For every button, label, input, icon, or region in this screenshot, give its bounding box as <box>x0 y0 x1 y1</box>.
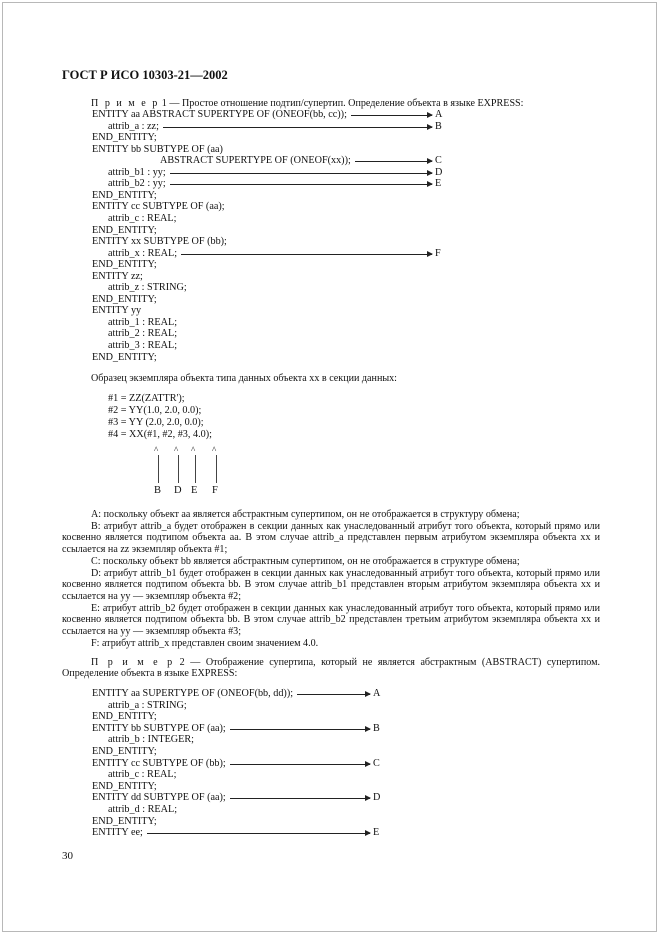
instance-intro: Образец экземпляра объекта типа данных объекта xx в секции данных: <box>91 373 397 384</box>
code-line: END_ENTITY; <box>92 746 157 757</box>
code-line: attrib_b1 : yy; <box>108 166 166 178</box>
code-line: attrib_z : STRING; <box>108 282 187 294</box>
code-line: END_ENTITY; <box>92 293 157 305</box>
arrow-target-label: D <box>435 166 443 178</box>
arrow-target-label: E <box>373 827 380 839</box>
code-line: END_ENTITY; <box>92 815 157 827</box>
up-arrow-icon: ^ <box>174 445 179 455</box>
pointer-line <box>178 455 179 483</box>
arrow-target-label: D <box>373 792 381 804</box>
example2-title <box>62 657 600 680</box>
arrow-right-icon <box>355 161 432 162</box>
pointer-line <box>195 455 196 483</box>
code-line: ABSTRACT SUPERTYPE OF (ONEOF(xx)); <box>160 155 351 167</box>
code-line: ENTITY cc SUBTYPE OF (aa); <box>92 201 225 213</box>
arrow-target-label: A <box>373 688 381 699</box>
arrow-target-label: B <box>373 722 380 734</box>
example1-title-text: 1 — Простое отношение подтип/супертип. Определение объекта в языке EXPRESS: <box>159 98 524 109</box>
pointer-label-f: F <box>212 485 218 496</box>
code-line: attrib_3 : REAL; <box>108 340 178 351</box>
up-arrow-icon: ^ <box>191 445 196 455</box>
arrow-right-icon <box>351 115 432 116</box>
code-line: attrib_b2 : yy; <box>108 178 166 190</box>
code-line: attrib_x : REAL; <box>108 247 178 259</box>
pointer-label-b: B <box>154 485 162 496</box>
up-arrow-icon: ^ <box>154 445 159 455</box>
arrow-target-label: C <box>435 155 442 167</box>
code-line: END_ENTITY; <box>92 189 157 201</box>
pointer-line <box>216 455 217 483</box>
code-line: ENTITY aa SUPERTYPE OF (ONEOF(bb, dd)); <box>92 688 294 699</box>
instance-line: #2 = YY(1.0, 2.0, 0.0); <box>108 405 202 416</box>
code-line: ENTITY xx SUBTYPE OF (bb); <box>92 236 227 248</box>
instance-line: #4 = XX(#1, #2, #3, 4.0); <box>108 429 212 440</box>
pointer-line <box>158 455 159 483</box>
code-line: ENTITY bb SUBTYPE OF (aa) <box>92 143 223 155</box>
explanation-e: E: атрибут attrib_b2 будет отображен в секции данных как унаследованный атрибут того объекта, который прямо или косвенно является подтипом объекта bb. В этом случае attrib_b2 представлен третьим атрибутом экземпляра объекта xx и ссылается на yy — экземпляр объекта #3; <box>62 603 600 637</box>
code-line: END_ENTITY; <box>92 132 157 144</box>
explanation-d: D: атрибут attrib_b1 будет отображен в секции данных как унаследованный атрибут того объекта, который прямо или косвенно является подтипом объекта bb. В этом случае attrib_b1 представлен вторым атрибутом экземпляра объекта xx и ссылается на yy — экземпляр объекта #2; <box>62 568 600 602</box>
example2-prefix: П р и м е р <box>91 657 175 668</box>
code-line: attrib_c : REAL; <box>108 769 177 781</box>
code-line: END_ENTITY; <box>92 711 157 723</box>
code-line: ENTITY zz; <box>92 270 143 282</box>
code-line: attrib_2 : REAL; <box>108 328 178 340</box>
instance-line: #1 = ZZ(ZATTR'); <box>108 393 185 404</box>
pointer-label-d: D <box>174 485 182 496</box>
arrow-target-label: B <box>435 120 442 132</box>
code-line: attrib_c : REAL; <box>108 212 177 224</box>
code-line: ENTITY dd SUBTYPE OF (aa); <box>92 792 226 804</box>
arrow-target-label: A <box>435 109 443 120</box>
explanation-c: C: поскольку объект bb является абстрактным супертипом, он не отображается в структуре обмена; <box>91 556 520 567</box>
instance-line: #3 = YY (2.0, 2.0, 0.0); <box>108 417 204 428</box>
arrow-right-icon <box>230 764 370 765</box>
code-line: END_ENTITY; <box>92 351 157 363</box>
arrow-right-icon <box>230 729 370 730</box>
arrow-right-icon <box>181 254 432 255</box>
example1-prefix: П р и м е р <box>91 98 160 109</box>
code-line: ENTITY bb SUBTYPE OF (aa); <box>92 722 226 734</box>
code-line: attrib_1 : REAL; <box>108 316 178 328</box>
arrow-right-icon <box>147 833 370 834</box>
code-line: END_ENTITY; <box>92 780 157 792</box>
document-header: ГОСТ Р ИСО 10303-21—2002 <box>62 68 228 82</box>
code-line: attrib_b : INTEGER; <box>108 734 195 746</box>
code-line: attrib_a : STRING; <box>108 699 187 711</box>
example2-title-text: 2 — Отображение супертипа, который не является абстрактным (ABSTRACT) супертипом. Определение объекта в языке EXPRESS: <box>62 657 600 680</box>
arrow-right-icon <box>230 798 370 799</box>
explanation-a: A: поскольку объект aa является абстрактным супертипом, он не отображается в структуру обмена; <box>91 509 520 520</box>
code-line: END_ENTITY; <box>92 224 157 236</box>
arrow-right-icon <box>170 173 432 174</box>
pointer-label-e: E <box>191 485 198 496</box>
code-line: ENTITY ee; <box>92 827 143 839</box>
example1-title <box>62 98 600 109</box>
arrow-right-icon <box>170 184 432 185</box>
code-line: ENTITY aa ABSTRACT SUPERTYPE OF (ONEOF(bb, cc)); <box>92 109 347 120</box>
explanation-f: F: атрибут attrib_x представлен своим значением 4.0. <box>91 638 319 649</box>
up-arrow-icon: ^ <box>212 445 217 455</box>
code-line: attrib_a : zz; <box>108 120 159 132</box>
arrow-target-label: F <box>435 247 441 259</box>
explanation-b: B: атрибут attrib_a будет отображен в секции данных как унаследованный атрибут того объекта, который прямо или косвенно является подтипом объекта aa. В этом случае attrib_a представлен первым атрибутом экземпляра объекта xx и ссылается на zz экземпляр объекта #1; <box>62 521 600 555</box>
code-line: ENTITY yy <box>92 305 142 317</box>
arrow-target-label: C <box>373 757 380 769</box>
code-line: ENTITY cc SUBTYPE OF (bb); <box>92 757 226 769</box>
page-number: 30 <box>62 850 73 862</box>
arrow-right-icon <box>297 694 370 695</box>
arrow-right-icon <box>163 127 432 128</box>
code-line: END_ENTITY; <box>92 259 157 271</box>
code-line: attrib_d : REAL; <box>108 804 178 815</box>
arrow-target-label: E <box>435 178 442 190</box>
